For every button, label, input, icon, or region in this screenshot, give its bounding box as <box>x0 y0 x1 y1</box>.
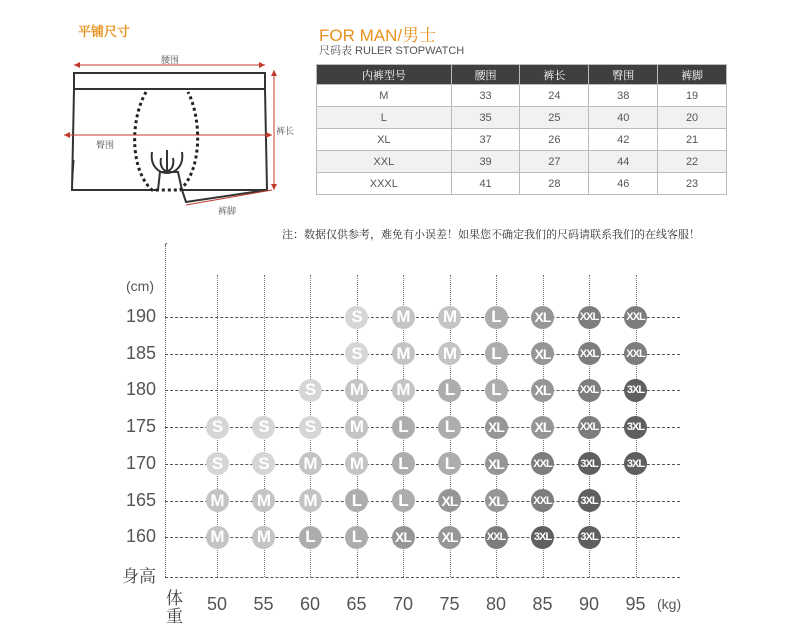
size-circle: XL <box>485 452 508 475</box>
size-circle: XL <box>438 526 461 549</box>
size-circle: L <box>485 379 508 402</box>
height-tick-label: 175 <box>125 416 156 437</box>
size-circle: S <box>252 416 275 439</box>
weight-tick-label: 85 <box>532 594 553 614</box>
height-tick-label: 160 <box>125 526 156 547</box>
weight-unit-label: (kg) <box>657 596 682 612</box>
weight-tick-label: 80 <box>485 594 507 614</box>
weight-axis-label-1: 体 <box>166 589 183 609</box>
size-circle: 3XL <box>624 452 647 475</box>
size-circle: XXL <box>531 452 554 475</box>
height-tick-label: 185 <box>125 342 156 363</box>
size-circle: XXL <box>531 489 554 512</box>
table-cell: 33 <box>451 85 520 107</box>
size-circle: XXL <box>624 306 647 329</box>
table-cell: 27 <box>520 151 589 173</box>
size-circle: L <box>438 379 461 402</box>
size-circle: L <box>392 452 415 475</box>
length-label: 裤长 <box>276 127 295 137</box>
grid-axis-vline <box>165 245 166 577</box>
size-circle: 3XL <box>578 526 601 549</box>
height-tick-label: 180 <box>125 379 156 400</box>
size-circle: XL <box>485 489 508 512</box>
table-cell: 23 <box>658 173 727 195</box>
size-circle: 3XL <box>531 526 554 549</box>
size-circle: S <box>345 342 368 365</box>
size-chart-title: FOR MAN/男士 <box>319 26 437 45</box>
size-circle: XXL <box>578 379 601 402</box>
table-cell: 35 <box>451 107 520 129</box>
size-circle: M <box>345 416 368 439</box>
height-tick-label: 170 <box>125 452 156 473</box>
table-cell: 25 <box>520 107 589 129</box>
table-cell: 41 <box>451 173 520 195</box>
size-circle: XL <box>531 342 554 365</box>
height-tick-label: 165 <box>125 489 156 510</box>
size-circle: XL <box>531 416 554 439</box>
size-circle: XL <box>438 489 461 512</box>
weight-tick-label: 55 <box>253 594 274 614</box>
table-cell: 37 <box>451 129 520 151</box>
size-circle: M <box>438 306 461 329</box>
weight-tick-label: 70 <box>392 594 414 614</box>
size-circle: 3XL <box>578 452 601 475</box>
size-circle: 3XL <box>624 379 647 402</box>
weight-tick-label: 60 <box>299 594 321 614</box>
table-cell: 42 <box>589 129 658 151</box>
table-cell: 39 <box>451 151 520 173</box>
table-cell: 40 <box>589 107 658 129</box>
disclaimer-note: 注：数据仅供参考，难免有小误差！如果您不确定我们的尺码请联系我们的在线客服！ <box>282 228 700 241</box>
grid-hline <box>165 317 680 318</box>
weight-tick-label: 95 <box>625 594 646 614</box>
size-circle: XL <box>531 306 554 329</box>
size-circle: L <box>299 526 322 549</box>
table-cell: XXXL <box>317 173 452 195</box>
size-circle: M <box>206 489 229 512</box>
table-cell: 20 <box>658 107 727 129</box>
table-cell: XXL <box>317 151 452 173</box>
size-circle: XL <box>392 526 415 549</box>
table-cell: 38 <box>589 85 658 107</box>
header-leg: 裤脚 <box>658 65 727 85</box>
size-circle: M <box>392 342 415 365</box>
table-cell: M <box>317 85 452 107</box>
size-circle: M <box>438 342 461 365</box>
size-circle: XXL <box>485 526 508 549</box>
table-cell: 19 <box>658 85 727 107</box>
size-circle: L <box>438 416 461 439</box>
height-axis-label: 身高 <box>122 567 156 587</box>
weight-tick-label: 65 <box>346 594 367 614</box>
size-circle: L <box>392 489 415 512</box>
grid-axis-hline <box>165 577 680 578</box>
table-cell: 24 <box>520 85 589 107</box>
size-circle: M <box>299 489 322 512</box>
size-circle: S <box>345 306 368 329</box>
grid-hline <box>165 354 680 355</box>
table-cell: 21 <box>658 129 727 151</box>
waist-label: 腰围 <box>161 56 180 66</box>
size-circle: L <box>438 452 461 475</box>
table-cell: XL <box>317 129 452 151</box>
table-cell: 26 <box>520 129 589 151</box>
size-circle: M <box>206 526 229 549</box>
size-circle: S <box>206 452 229 475</box>
size-circle: S <box>252 452 275 475</box>
size-circle: M <box>252 526 275 549</box>
grid-hline <box>165 390 680 391</box>
size-circle: M <box>252 489 275 512</box>
size-circle: L <box>345 489 368 512</box>
size-circle: XXL <box>578 416 601 439</box>
size-circle: 3XL <box>578 489 601 512</box>
size-chart-subtitle: 尺码表 RULER STOPWATCH <box>319 45 465 57</box>
grid-hline <box>165 501 680 502</box>
size-circle: M <box>345 452 368 475</box>
size-circle: M <box>299 452 322 475</box>
table-cell: L <box>317 107 452 129</box>
size-circle: M <box>392 379 415 402</box>
size-circle: XXL <box>578 306 601 329</box>
table-cell: 22 <box>658 151 727 173</box>
size-circle: L <box>392 416 415 439</box>
grid-hline <box>165 537 680 538</box>
header-hip: 臀围 <box>589 65 658 85</box>
grid-hline <box>165 427 680 428</box>
header-waist: 腰围 <box>451 65 520 85</box>
weight-axis-label-2: 重 <box>166 607 183 627</box>
size-circle: M <box>392 306 415 329</box>
size-circle: XL <box>485 416 508 439</box>
weight-tick-label: 75 <box>439 594 460 614</box>
leg-label: 裤脚 <box>218 207 237 217</box>
size-circle: L <box>345 526 368 549</box>
table-cell: 28 <box>520 173 589 195</box>
size-circle: XL <box>531 379 554 402</box>
size-circle: L <box>485 342 508 365</box>
weight-tick-label: 90 <box>578 594 600 614</box>
flat-size-title: 平铺尺寸 <box>78 25 131 40</box>
grid-hline <box>165 464 680 465</box>
size-circle: XXL <box>578 342 601 365</box>
table-cell: 44 <box>589 151 658 173</box>
height-tick-label: 190 <box>125 306 156 326</box>
weight-tick-label: 50 <box>206 594 228 614</box>
height-unit-label: (cm) <box>126 278 154 294</box>
size-circle: S <box>206 416 229 439</box>
size-circle: 3XL <box>624 416 647 439</box>
size-circle: S <box>299 416 322 439</box>
header-length: 裤长 <box>520 65 589 85</box>
size-circle: L <box>485 306 508 329</box>
hip-label: 臀围 <box>96 141 115 151</box>
size-circle: M <box>345 379 368 402</box>
header-model: 内裤型号 <box>317 65 452 85</box>
size-circle: XXL <box>624 342 647 365</box>
table-cell: 46 <box>589 173 658 195</box>
size-circle: S <box>299 379 322 402</box>
